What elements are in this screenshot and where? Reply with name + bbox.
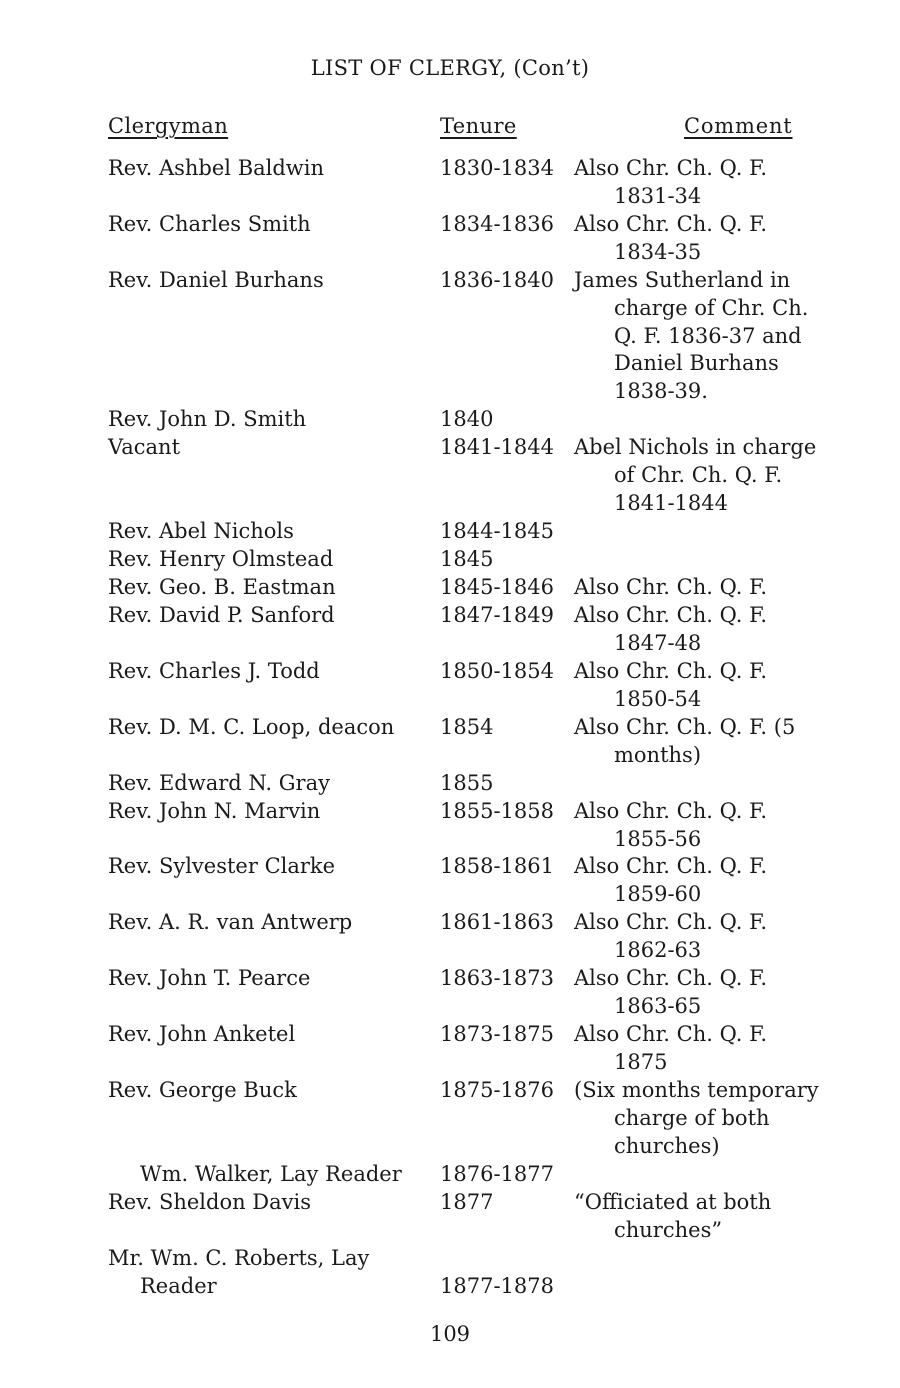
tenure-value: 1844-1845 [440,519,554,543]
clergyman-name [108,1189,448,1217]
clergyman-name [108,267,448,295]
clergyman-name-line: Rev. Edward N. Gray [108,771,330,795]
comment-text [574,602,874,658]
page-title: LIST OF CLERGY, (Con’t) [310,56,590,80]
column-headers [0,114,900,144]
clergyman-name [108,1021,448,1049]
comment-line: 1862-63 [614,937,702,962]
clergyman-name-line: Wm. Walker, Lay Reader [140,1162,402,1186]
clergyman-name-line: Rev. Daniel Burhans [108,268,324,292]
clergyman-name [108,853,448,881]
comment-line: “Officiated at both [574,1190,772,1214]
comment-text [574,1077,874,1160]
clergyman-name-line: Rev. Charles J. Todd [108,659,320,683]
clergyman-name-line: Rev. Ashbel Baldwin [108,156,325,180]
clergyman-name-line: Rev. George Buck [108,1078,297,1102]
clergyman-name-line: Rev. Sylvester Clarke [108,854,336,878]
comment-line: (Six months temporary [574,1078,819,1102]
clergyman-name-line: Rev. A. R. van Antwerp [108,910,353,934]
clergyman-name [140,1161,480,1189]
clergyman-name-line: Rev. John N. Marvin [108,799,321,823]
comment-text [574,909,874,965]
clergyman-name-line: Rev. Abel Nichols [108,519,294,543]
tenure-value: 1854 [440,715,494,739]
tenure-value: 1841-1844 [440,435,554,459]
comment-text [574,1021,874,1077]
comment-line: 1834-35 [614,239,702,264]
comment-line: Also Chr. Ch. Q. F. [574,910,768,934]
comment-text [574,434,874,517]
comment-text [574,1189,874,1245]
comment-line: James Sutherland in [574,268,791,292]
tenure-value: 1876-1877 [440,1162,554,1186]
comment-line: Q. F. 1836-37 and [614,323,802,348]
clergyman-name [108,574,448,602]
clergyman-name [108,518,448,546]
clergyman-name [108,406,448,434]
comment-line: charge of Chr. Ch. [614,295,809,320]
clergyman-name-line: Rev. John Anketel [108,1022,296,1046]
comment-text [574,267,874,406]
header-tenure: Tenure [440,114,517,138]
comment-line: Abel Nichols in charge [574,435,817,459]
clergyman-name [108,1245,448,1301]
clergyman-name-line: Rev. Charles Smith [108,212,311,236]
comment-text [574,714,874,770]
comment-line: churches” [614,1217,723,1242]
comment-text [574,798,874,854]
comment-line: 1831-34 [614,183,702,208]
comment-line: 1855-56 [614,826,702,851]
comment-line: Also Chr. Ch. Q. F. (5 [574,715,796,739]
clergyman-name [108,1077,448,1105]
clergyman-name-line: Mr. Wm. C. Roberts, Lay [108,1246,370,1270]
comment-line: Also Chr. Ch. Q. F. [574,212,768,236]
tenure-value: 1847-1849 [440,603,554,627]
tenure-value: 1858-1861 [440,854,554,878]
clergyman-name [108,434,448,462]
clergyman-name [108,798,448,826]
header-clergyman: Clergyman [108,114,229,138]
comment-line: 1838-39. [614,379,708,404]
clergyman-name-line: Vacant [108,435,181,459]
tenure-value: 1861-1863 [440,910,554,934]
comment-line: 1863-65 [614,993,702,1018]
clergyman-name [108,211,448,239]
tenure-value: 1840 [440,407,494,431]
comment-text [574,574,874,602]
comment-line: months) [614,742,702,767]
comment-line: Also Chr. Ch. Q. F. [574,854,768,878]
tenure-value: 1845-1846 [440,575,554,599]
comment-line: churches) [614,1133,720,1158]
tenure-value: 1850-1854 [440,659,554,683]
clergyman-name [108,965,448,993]
comment-line: Also Chr. Ch. Q. F. [574,966,768,990]
clergyman-name-line: Rev. David P. Sanford [108,603,335,627]
comment-line: 1875 [614,1049,668,1074]
tenure-value: 1875-1876 [440,1078,554,1102]
comment-line: Also Chr. Ch. Q. F. [574,1022,768,1046]
tenure-value: 1873-1875 [440,1022,554,1046]
header-comment: Comment [684,114,793,138]
tenure-value: 1834-1836 [440,212,554,236]
comment-line: 1841-1844 [614,490,728,515]
clergyman-name [108,546,448,574]
clergyman-name-line: Rev. John T. Pearce [108,966,311,990]
comment-line: charge of both [614,1105,770,1130]
comment-line: Also Chr. Ch. Q. F. [574,799,768,823]
clergyman-name [108,658,448,686]
comment-line: of Chr. Ch. Q. F. [614,462,783,487]
clergyman-name [108,602,448,630]
tenure-value: 1836-1840 [440,268,554,292]
tenure-value: 1855-1858 [440,799,554,823]
tenure-value: 1877-1878 [440,1273,554,1298]
clergyman-name-line: Rev. Sheldon Davis [108,1190,312,1214]
clergyman-name-line: Reader [140,1273,217,1298]
comment-text [574,658,874,714]
comment-line: 1859-60 [614,881,702,906]
comment-line: Also Chr. Ch. Q. F. [574,156,768,180]
tenure-value: 1830-1834 [440,156,554,180]
clergyman-name-line: Rev. John D. Smith [108,407,307,431]
tenure-value: 1855 [440,771,494,795]
clergyman-name [108,155,448,183]
comment-text [574,211,874,267]
clergyman-name [108,909,448,937]
comment-line: 1847-48 [614,630,702,655]
clergyman-name-line: Rev. Geo. B. Eastman [108,575,336,599]
comment-text [574,853,874,909]
clergyman-name-line: Rev. Henry Olmstead [108,547,334,571]
tenure-value: 1877 [440,1190,494,1214]
tenure-value: 1863-1873 [440,966,554,990]
comment-line: Also Chr. Ch. Q. F. [574,603,768,627]
comment-line: Also Chr. Ch. Q. F. [574,659,768,683]
comment-text [574,965,874,1021]
page-number: 109 [429,1322,471,1346]
comment-line: Daniel Burhans [614,351,779,376]
clergyman-name [108,714,448,742]
tenure-value: 1845 [440,547,494,571]
clergyman-name-line: Rev. D. M. C. Loop, deacon [108,715,395,739]
comment-text [574,155,874,211]
clergyman-name [108,770,448,798]
comment-line: 1850-54 [614,686,702,711]
comment-line: Also Chr. Ch. Q. F. [574,575,768,599]
